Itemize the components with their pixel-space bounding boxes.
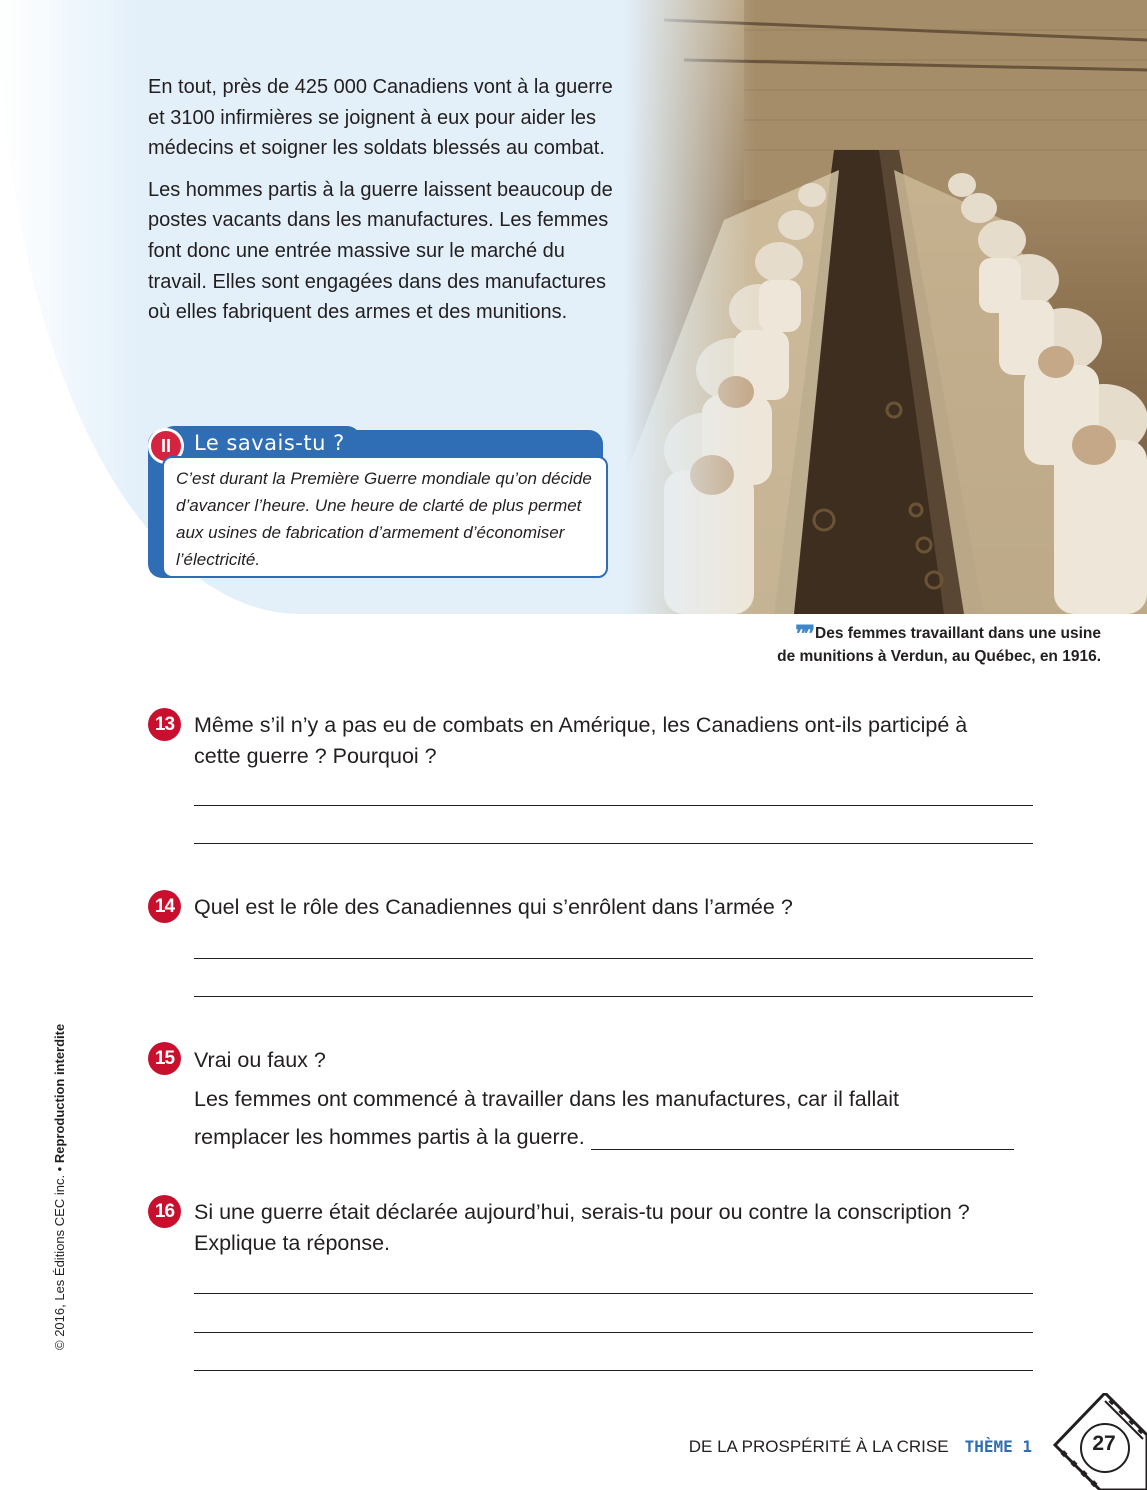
question-statement-line-2: remplacer les hommes partis à la guerre. xyxy=(194,1125,585,1149)
question-text: Quel est le rôle des Canadiennes qui s’enrôlent dans l’armée ? xyxy=(194,895,793,919)
answer-line[interactable] xyxy=(194,843,1033,844)
reproduction-notice: Reproduction interdite xyxy=(52,1023,67,1164)
question-number: 16 xyxy=(148,1195,181,1228)
question-number: 13 xyxy=(148,708,181,741)
question-text: Même s’il n’y a pas eu de combats en Amérique, les Canadiens ont-ils participé à cette guerre ? Pourquoi ? xyxy=(194,713,968,768)
question-number: 15 xyxy=(148,1042,181,1075)
factory-photo-illustration xyxy=(624,0,1147,614)
factory-photo xyxy=(624,0,1147,614)
question-number: 14 xyxy=(148,890,181,923)
footer xyxy=(689,1437,1032,1457)
caption-line-2: de munitions à Verdun, au Québec, en 1916. xyxy=(777,648,1101,665)
question-13 xyxy=(148,708,1038,848)
question-text: Si une guerre était déclarée aujourd’hui, serais-tu pour ou contre la conscription ? Explique ta réponse. xyxy=(194,1200,970,1255)
footer-title: DE LA PROSPÉRITÉ À LA CRISE xyxy=(688,1437,949,1456)
question-15 xyxy=(148,1042,1038,1152)
answer-line[interactable] xyxy=(591,1149,1014,1150)
answer-line[interactable] xyxy=(194,1293,1033,1294)
question-14 xyxy=(148,890,1038,1000)
question-prompt: Vrai ou faux ? xyxy=(194,1048,326,1072)
quote-icon: ❞❞ xyxy=(795,621,811,646)
question-statement-line-1: Les femmes ont commencé à travailler dans les manufactures, car il fallait xyxy=(194,1086,900,1111)
photo-caption xyxy=(721,622,1101,668)
question-text xyxy=(194,1041,1038,1157)
answer-line[interactable] xyxy=(194,1370,1033,1371)
answer-line[interactable] xyxy=(194,996,1033,997)
answer-line[interactable] xyxy=(194,1332,1033,1333)
le-savais-tu-badge-icon: II xyxy=(148,428,184,464)
footer-theme: THÈME 1 xyxy=(964,1437,1032,1456)
intro-paragraph-2: Les hommes partis à la guerre laissent beaucoup de postes vacants dans les manufactures. Les femmes font donc une entrée massive sur le marché du travail. Elles sont engagées dans des manufactures où elles fabriquent des armes et des munitions. xyxy=(148,178,613,324)
le-savais-tu-text: C’est durant la Première Guerre mondiale qu’on décide d’avancer l’heure. Une heure de clarté de plus permet aux usines de fabrication d’armement d’économiser l’électricité. xyxy=(162,456,608,578)
caption-line-1: Des femmes travaillant dans une usine xyxy=(815,625,1101,642)
le-savais-tu-title: Le savais-tu ? xyxy=(160,426,361,460)
copyright-notice xyxy=(52,1024,67,1350)
page-number: 27 xyxy=(1092,1432,1116,1455)
le-savais-tu-box xyxy=(148,426,610,581)
copyright-text: © 2016, Les Éditions CEC inc. • xyxy=(52,1163,67,1350)
question-16 xyxy=(148,1195,1038,1375)
intro-paragraph-1: En tout, près de 425 000 Canadiens vont à la guerre et 3100 infirmières se joignent à eux pour aider les médecins et soigner les soldats blessés au combat. xyxy=(148,76,613,160)
answer-line[interactable] xyxy=(194,805,1033,806)
answer-line[interactable] xyxy=(194,958,1033,959)
intro-text xyxy=(148,72,618,328)
